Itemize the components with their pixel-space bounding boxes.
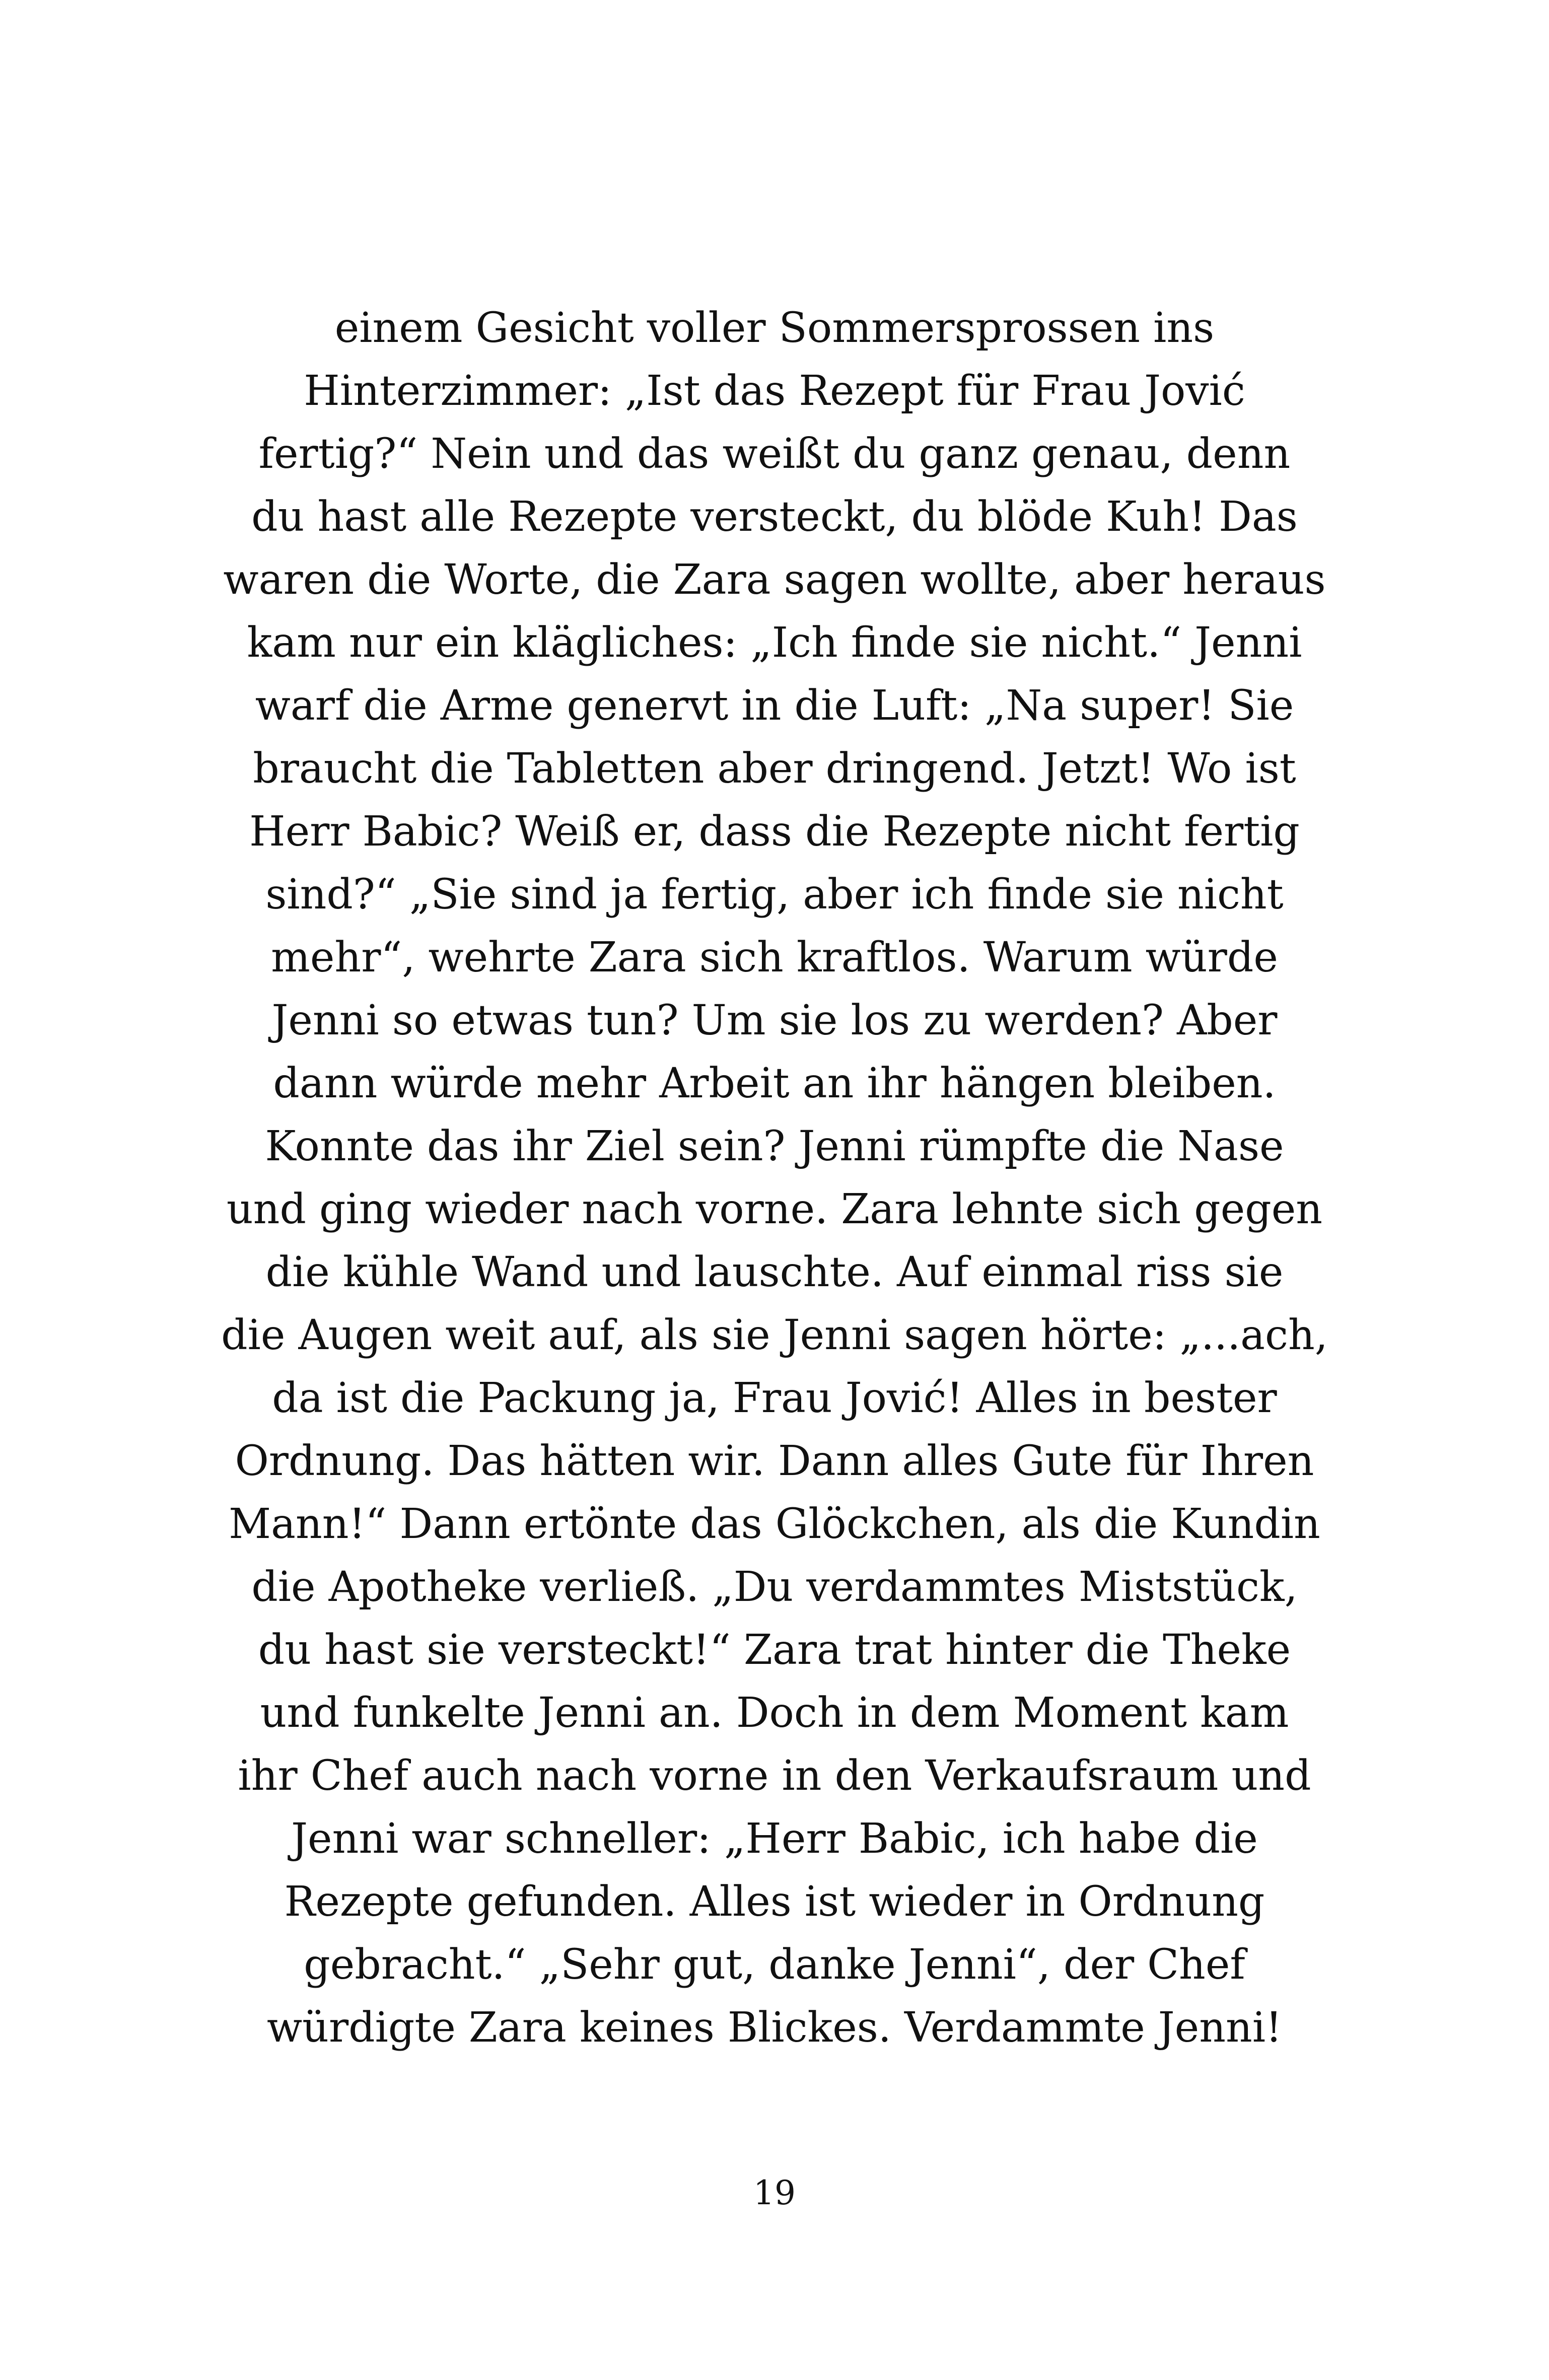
text-line: ihr Chef auch nach vorne in den Verkaufsraum und bbox=[238, 1752, 1311, 1800]
text-line: und funkelte Jenni an. Doch in dem Moment kam bbox=[260, 1689, 1289, 1737]
text-line: Rezepte gefunden. Alles ist wieder in Ordnung bbox=[284, 1878, 1265, 1926]
text-line: braucht die Tabletten aber dringend. Jetzt! Wo ist bbox=[253, 745, 1296, 793]
text-line: und ging wieder nach vorne. Zara lehnte sich gegen bbox=[226, 1185, 1323, 1233]
text-line: sind?“ „Sie sind ja fertig, aber ich finde sie nicht bbox=[265, 871, 1284, 919]
page-number: 19 bbox=[753, 2174, 796, 2212]
text-line: dann würde mehr Arbeit an ihr hängen bleiben. bbox=[273, 1060, 1276, 1107]
text-line: würdigte Zara keines Blickes. Verdammte Jenni! bbox=[266, 2004, 1282, 2052]
text-line: Jenni so etwas tun? Um sie los zu werden? Aber bbox=[271, 997, 1278, 1044]
text-line: du hast alle Rezepte versteckt, du blöde Kuh! Das bbox=[251, 493, 1298, 541]
text-line: da ist die Packung ja, Frau Jović! Alles in bester bbox=[272, 1374, 1277, 1422]
text-line: du hast sie versteckt!“ Zara trat hinter die Theke bbox=[258, 1626, 1291, 1674]
text-line: mehr“, wehrte Zara sich kraftlos. Warum würde bbox=[271, 934, 1278, 982]
text-line: fertig?“ Nein und das weißt du ganz genau, denn bbox=[258, 430, 1291, 478]
text-line: Hinterzimmer: „Ist das Rezept für Frau Jović bbox=[304, 367, 1245, 415]
text-line: kam nur ein klägliches: „Ich finde sie nicht.“ Jenni bbox=[247, 619, 1302, 667]
text-line: Ordnung. Das hätten wir. Dann alles Gute für Ihren bbox=[235, 1437, 1314, 1485]
text-line: Jenni war schneller: „Herr Babic, ich habe die bbox=[291, 1815, 1258, 1863]
text-line: Herr Babic? Weiß er, dass die Rezepte nicht fertig bbox=[249, 808, 1300, 856]
text-line: einem Gesicht voller Sommersprossen ins bbox=[334, 304, 1215, 352]
text-line: warf die Arme genervt in die Luft: „Na super! Sie bbox=[255, 682, 1294, 730]
text-line: die Augen weit auf, als sie Jenni sagen hörte: „...ach, bbox=[221, 1311, 1328, 1359]
text-line: Mann!“ Dann ertönte das Glöckchen, als die Kundin bbox=[229, 1500, 1320, 1548]
text-line: die Apotheke verließ. „Du verdammtes Miststück, bbox=[251, 1563, 1298, 1611]
text-line: waren die Worte, die Zara sagen wollte, aber heraus bbox=[223, 556, 1326, 604]
text-line: Konnte das ihr Ziel sein? Jenni rümpfte die Nase bbox=[265, 1123, 1284, 1170]
text-line: gebracht.“ „Sehr gut, danke Jenni“, der Chef bbox=[304, 1941, 1245, 1989]
text-line: die kühle Wand und lauschte. Auf einmal riss sie bbox=[265, 1248, 1284, 1296]
